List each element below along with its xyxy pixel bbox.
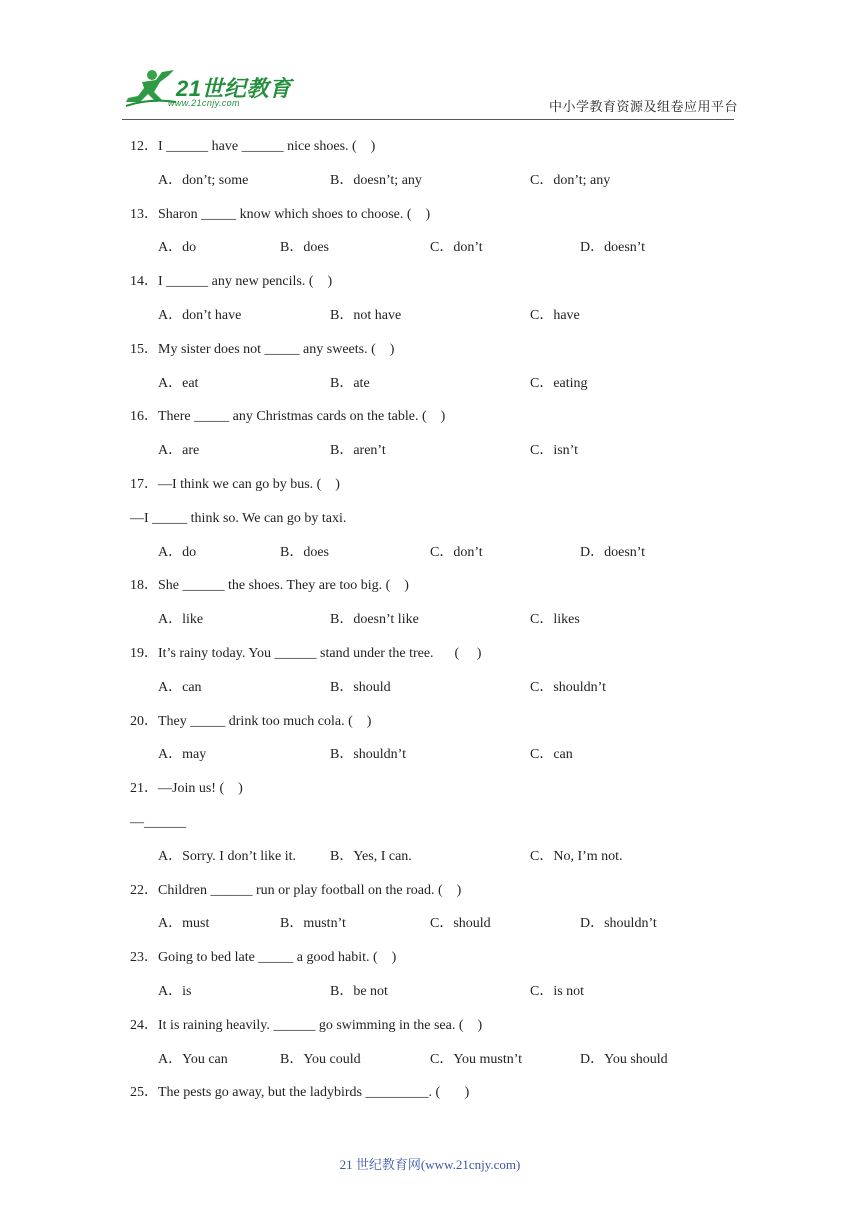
- answer-option: C．You mustn’t: [430, 1052, 523, 1067]
- answer-option: C．don’t: [430, 545, 483, 560]
- answer-option: B．mustn’t: [280, 916, 346, 931]
- answer-option: C．is not: [530, 984, 585, 999]
- answer-option: C．don’t: [430, 240, 483, 255]
- answer-option: C．should: [430, 916, 491, 931]
- question-stem: 13．Sharon _____ know which shoes to choose. ( ): [130, 207, 431, 222]
- question-stem: 16．There _____ any Christmas cards on the table. ( ): [130, 409, 446, 424]
- answer-option: A．are: [158, 443, 200, 458]
- answer-option: C．No, I’m not.: [530, 849, 623, 864]
- question-continuation: —I _____ think so. We can go by taxi.: [130, 511, 347, 526]
- answer-option: A．don’t have: [158, 308, 242, 323]
- question-stem: 24．It is raining heavily. ______ go swimming in the sea. ( ): [130, 1018, 483, 1033]
- answer-option: B．doesn’t; any: [330, 173, 422, 188]
- question-stem: 14．I ______ any new pencils. ( ): [130, 274, 333, 289]
- question-stem: 15．My sister does not _____ any sweets. ( ): [130, 342, 395, 357]
- answer-option: A．do: [158, 545, 197, 560]
- question-stem: 17．—I think we can go by bus. ( ): [130, 477, 340, 492]
- answer-option: B．not have: [330, 308, 402, 323]
- answer-option: B．ate: [330, 376, 370, 391]
- answer-option: A．don’t; some: [158, 173, 249, 188]
- answer-option: A．Sorry. I don’t like it.: [158, 849, 297, 864]
- answer-option: B．be not: [330, 984, 388, 999]
- question-stem: 23．Going to bed late _____ a good habit. ( ): [130, 950, 397, 965]
- answer-option: C．have: [530, 308, 580, 323]
- answer-option: B．Yes, I can.: [330, 849, 412, 864]
- question-stem: 20．They _____ drink too much cola. ( ): [130, 714, 372, 729]
- answer-option: D．doesn’t: [580, 240, 646, 255]
- question-stem: 21．—Join us! ( ): [130, 781, 243, 796]
- answer-option: C．can: [530, 747, 573, 762]
- answer-option: B．should: [330, 680, 391, 695]
- page-footer: 21 世纪教育网(www.21cnjy.com): [339, 1157, 521, 1172]
- answer-option: A．eat: [158, 376, 199, 391]
- answer-option: D．You should: [580, 1052, 668, 1067]
- answer-option: C．don’t; any: [530, 173, 611, 188]
- answer-option: B．does: [280, 545, 329, 560]
- question-stem: 12．I ______ have ______ nice shoes. ( ): [130, 139, 376, 154]
- answer-option: A．is: [158, 984, 192, 999]
- answer-option: B．aren’t: [330, 443, 386, 458]
- answer-option: B．You could: [280, 1052, 361, 1067]
- answer-option: B．shouldn’t: [330, 747, 406, 762]
- answer-option: D．doesn’t: [580, 545, 646, 560]
- answer-option: A．You can: [158, 1052, 228, 1067]
- answer-option: D．shouldn’t: [580, 916, 657, 931]
- answer-option: A．can: [158, 680, 202, 695]
- answer-option: C．likes: [530, 612, 580, 627]
- header-tagline: 中小学教育资源及组卷应用平台: [549, 100, 739, 115]
- answer-option: A．like: [158, 612, 204, 627]
- answer-option: B．doesn’t like: [330, 612, 419, 627]
- answer-option: B．does: [280, 240, 329, 255]
- question-stem: 22．Children ______ run or play football on the road. ( ): [130, 883, 462, 898]
- question-stem: 18．She ______ the shoes. They are too big. ( ): [130, 578, 409, 593]
- logo-text: 21世纪教育: [176, 76, 292, 101]
- answer-option: C．eating: [530, 376, 588, 391]
- answer-option: C．isn’t: [530, 443, 578, 458]
- logo-url: www.21cnjy.com: [168, 98, 240, 108]
- answer-option: A．do: [158, 240, 197, 255]
- question-stem: 19．It’s rainy today. You ______ stand under the tree. ( ): [130, 646, 482, 661]
- question-stem: 25．The pests go away, but the ladybirds _________. ( ): [130, 1085, 470, 1100]
- answer-option: C．shouldn’t: [530, 680, 606, 695]
- answer-option: A．must: [158, 916, 210, 931]
- answer-option: A．may: [158, 747, 207, 762]
- question-continuation: —______: [130, 815, 186, 830]
